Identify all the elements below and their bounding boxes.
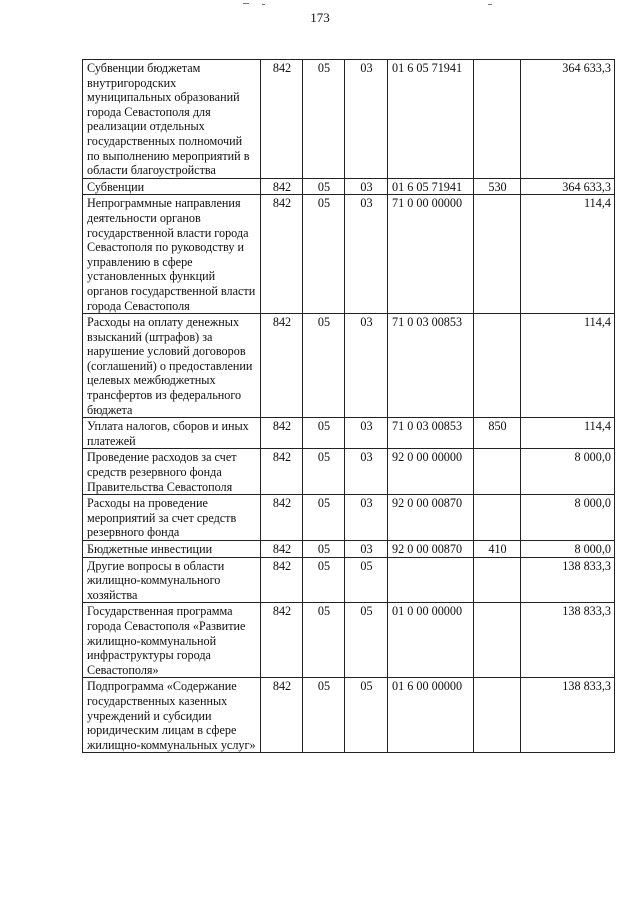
target-code-cell: 01 6 05 71941 xyxy=(388,60,474,179)
admin-code-cell: 842 xyxy=(261,603,303,678)
item-name-cell: Расходы на оплату денежных взысканий (штрафов) за нарушение условий договоров (соглашений) о предоставлении целевых межбюджетных трансфертов из федерального бюджета xyxy=(83,314,261,418)
target-code-cell: 01 6 05 71941 xyxy=(388,178,474,195)
table-row xyxy=(83,495,615,541)
expense-type-cell xyxy=(474,314,521,418)
target-code-cell: 01 6 00 00000 xyxy=(388,678,474,753)
section-cell: 05 xyxy=(303,557,345,603)
expense-type-cell xyxy=(474,557,521,603)
subsection-cell: 03 xyxy=(345,178,388,195)
amount-cell: 114,4 xyxy=(521,314,615,418)
amount-cell: 8 000,0 xyxy=(521,449,615,495)
amount-cell: 138 833,3 xyxy=(521,678,615,753)
section-cell: 05 xyxy=(303,541,345,558)
section-cell: 05 xyxy=(303,195,345,314)
subsection-cell: 03 xyxy=(345,495,388,541)
target-code-cell: 71 0 03 00853 xyxy=(388,418,474,449)
admin-code-cell: 842 xyxy=(261,449,303,495)
amount-cell: 114,4 xyxy=(521,418,615,449)
item-name-cell: Другие вопросы в области жилищно-коммунального хозяйства xyxy=(83,557,261,603)
section-cell: 05 xyxy=(303,418,345,449)
table-row xyxy=(83,557,615,603)
table-row xyxy=(83,449,615,495)
subsection-cell: 05 xyxy=(345,603,388,678)
admin-code-cell: 842 xyxy=(261,60,303,179)
target-code-cell: 01 0 00 00000 xyxy=(388,603,474,678)
admin-code-cell: 842 xyxy=(261,557,303,603)
expense-type-cell xyxy=(474,449,521,495)
admin-code-cell: 842 xyxy=(261,418,303,449)
section-cell: 05 xyxy=(303,314,345,418)
amount-cell: 138 833,3 xyxy=(521,557,615,603)
item-name-cell: Подпрограмма «Содержание государственных казенных учреждений и субсидии юридическим лицам в сфере жилищно-коммунальных услуг» xyxy=(83,678,261,753)
admin-code-cell: 842 xyxy=(261,678,303,753)
table-row xyxy=(83,195,615,314)
subsection-cell: 03 xyxy=(345,314,388,418)
target-code-cell: 71 0 00 00000 xyxy=(388,195,474,314)
admin-code-cell: 842 xyxy=(261,495,303,541)
item-name-cell: Непрограммные направления деятельности органов государственной власти города Севастополя по руководству и управлению в сфере установленных функций органов государственной власти города Севастополя xyxy=(83,195,261,314)
subsection-cell: 05 xyxy=(345,557,388,603)
table-row xyxy=(83,178,615,195)
subsection-cell: 03 xyxy=(345,541,388,558)
item-name-cell: Субвенции бюджетам внутригородских муниципальных образований города Севастополя для реализации отдельных государственных полномочий по выполнению мероприятий в области благоустройства xyxy=(83,60,261,179)
amount-cell: 8 000,0 xyxy=(521,495,615,541)
section-cell: 05 xyxy=(303,449,345,495)
table-row xyxy=(83,541,615,558)
section-cell: 05 xyxy=(303,495,345,541)
admin-code-cell: 842 xyxy=(261,195,303,314)
amount-cell: 114,4 xyxy=(521,195,615,314)
table-row xyxy=(83,418,615,449)
scan-mark xyxy=(488,4,492,5)
table-row xyxy=(83,60,615,179)
target-code-cell: 92 0 00 00870 xyxy=(388,495,474,541)
expense-type-cell xyxy=(474,195,521,314)
subsection-cell: 03 xyxy=(345,60,388,179)
subsection-cell: 03 xyxy=(345,195,388,314)
subsection-cell: 03 xyxy=(345,449,388,495)
amount-cell: 8 000,0 xyxy=(521,541,615,558)
page-number: 173 xyxy=(310,10,330,25)
budget-table xyxy=(82,59,615,753)
scan-mark xyxy=(243,3,249,4)
table-row xyxy=(83,314,615,418)
target-code-cell: 92 0 00 00870 xyxy=(388,541,474,558)
expense-type-cell: 850 xyxy=(474,418,521,449)
amount-cell: 364 633,3 xyxy=(521,60,615,179)
subsection-cell: 03 xyxy=(345,418,388,449)
item-name-cell: Уплата налогов, сборов и иных платежей xyxy=(83,418,261,449)
item-name-cell: Расходы на проведение мероприятий за счет средств резервного фонда xyxy=(83,495,261,541)
section-cell: 05 xyxy=(303,178,345,195)
admin-code-cell: 842 xyxy=(261,178,303,195)
section-cell: 05 xyxy=(303,678,345,753)
target-code-cell: 92 0 00 00000 xyxy=(388,449,474,495)
expense-type-cell: 530 xyxy=(474,178,521,195)
amount-cell: 138 833,3 xyxy=(521,603,615,678)
item-name-cell: Субвенции xyxy=(83,178,261,195)
expense-type-cell xyxy=(474,678,521,753)
budget-table-body xyxy=(83,60,615,753)
target-code-cell xyxy=(388,557,474,603)
item-name-cell: Бюджетные инвестиции xyxy=(83,541,261,558)
expense-type-cell xyxy=(474,495,521,541)
admin-code-cell: 842 xyxy=(261,541,303,558)
expense-type-cell: 410 xyxy=(474,541,521,558)
item-name-cell: Государственная программа города Севастополя «Развитие жилищно-коммунальной инфраструктуры города Севастополя» xyxy=(83,603,261,678)
target-code-cell: 71 0 03 00853 xyxy=(388,314,474,418)
expense-type-cell xyxy=(474,60,521,179)
table-row xyxy=(83,603,615,678)
item-name-cell: Проведение расходов за счет средств резервного фонда Правительства Севастополя xyxy=(83,449,261,495)
table-row xyxy=(83,678,615,753)
admin-code-cell: 842 xyxy=(261,314,303,418)
expense-type-cell xyxy=(474,603,521,678)
section-cell: 05 xyxy=(303,603,345,678)
scan-mark xyxy=(262,4,265,5)
subsection-cell: 05 xyxy=(345,678,388,753)
amount-cell: 364 633,3 xyxy=(521,178,615,195)
section-cell: 05 xyxy=(303,60,345,179)
